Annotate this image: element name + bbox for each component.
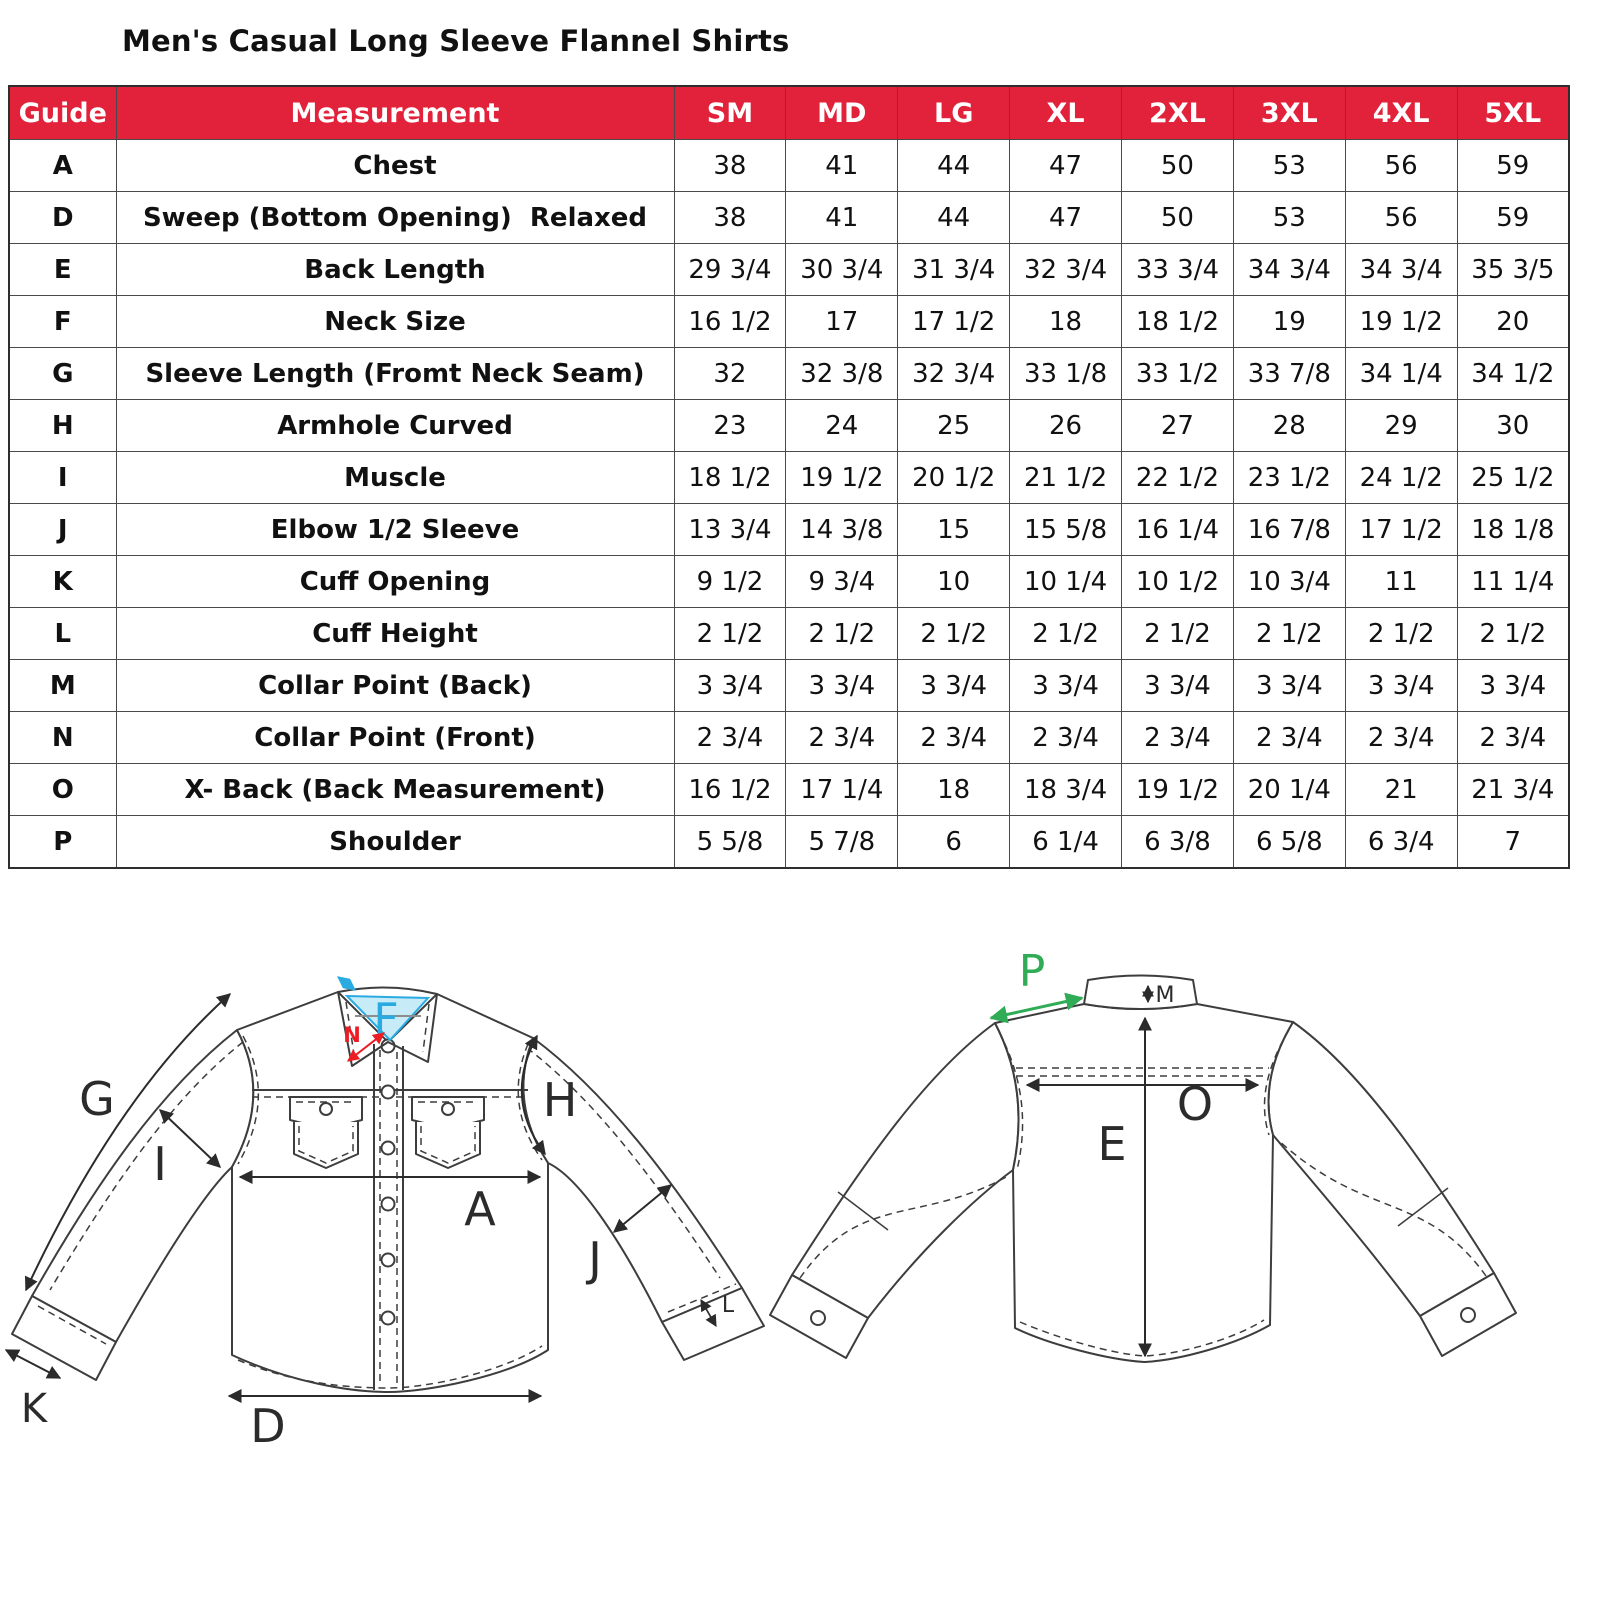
value-cell: 3 3/4: [1233, 660, 1345, 712]
value-cell: 29 3/4: [674, 244, 786, 296]
value-cell: 2 1/2: [786, 608, 898, 660]
value-cell: 34 3/4: [1233, 244, 1345, 296]
column-header-sm: SM: [674, 86, 786, 140]
front-left-pocket: [290, 1097, 362, 1168]
value-cell: 38: [674, 192, 786, 244]
value-cell: 50: [1122, 140, 1234, 192]
value-cell: 26: [1010, 400, 1122, 452]
value-cell: 10 1/4: [1010, 556, 1122, 608]
label-E: E: [1097, 1117, 1127, 1171]
value-cell: 5 5/8: [674, 816, 786, 869]
value-cell: 9 3/4: [786, 556, 898, 608]
measurement-cell: X- Back (Back Measurement): [116, 764, 674, 816]
column-header-2xl: 2XL: [1122, 86, 1234, 140]
value-cell: 33 7/8: [1233, 348, 1345, 400]
value-cell: 3 3/4: [786, 660, 898, 712]
measurement-cell: Armhole Curved: [116, 400, 674, 452]
table-row-o: [9, 764, 1569, 816]
value-cell: 34 1/4: [1345, 348, 1457, 400]
measurement-cell: Muscle: [116, 452, 674, 504]
value-cell: 2 3/4: [674, 712, 786, 764]
value-cell: 10 1/2: [1122, 556, 1234, 608]
value-cell: 14 3/8: [786, 504, 898, 556]
value-cell: 17: [786, 296, 898, 348]
guide-cell: M: [9, 660, 116, 712]
value-cell: 32 3/8: [786, 348, 898, 400]
guide-cell: J: [9, 504, 116, 556]
column-header-3xl: 3XL: [1233, 86, 1345, 140]
value-cell: 6 1/4: [1010, 816, 1122, 869]
value-cell: 32 3/4: [898, 348, 1010, 400]
value-cell: 44: [898, 140, 1010, 192]
guide-cell: I: [9, 452, 116, 504]
value-cell: 19 1/2: [1122, 764, 1234, 816]
value-cell: 33 1/2: [1122, 348, 1234, 400]
measurement-cell: Chest: [116, 140, 674, 192]
back-shirt-diagram: [770, 946, 1516, 1362]
guide-cell: K: [9, 556, 116, 608]
page-title: Men's Casual Long Sleeve Flannel Shirts: [122, 24, 790, 58]
value-cell: 16 7/8: [1233, 504, 1345, 556]
guide-cell: O: [9, 764, 116, 816]
table-row-a: [9, 140, 1569, 192]
front-right-pocket: [412, 1097, 484, 1168]
value-cell: 17 1/4: [786, 764, 898, 816]
value-cell: 21 3/4: [1457, 764, 1569, 816]
value-cell: 18 3/4: [1010, 764, 1122, 816]
table-row-m: [9, 660, 1569, 712]
value-cell: 41: [786, 140, 898, 192]
value-cell: 6 3/4: [1345, 816, 1457, 869]
label-O: O: [1176, 1077, 1214, 1131]
table-row-k: [9, 556, 1569, 608]
front-left-sleeve: [32, 1030, 253, 1342]
value-cell: 24: [786, 400, 898, 452]
value-cell: 18: [1010, 296, 1122, 348]
value-cell: 33 1/8: [1010, 348, 1122, 400]
value-cell: 17 1/2: [1345, 504, 1457, 556]
measurement-cell: Collar Point (Front): [116, 712, 674, 764]
value-cell: 50: [1122, 192, 1234, 244]
table-row-i: [9, 452, 1569, 504]
back-collar-band: [1084, 976, 1197, 1010]
value-cell: 11: [1345, 556, 1457, 608]
front-shirt-diagram: [6, 977, 764, 1453]
column-header-lg: LG: [898, 86, 1010, 140]
value-cell: 6: [898, 816, 1010, 869]
size-chart-table: [8, 85, 1570, 869]
column-header-md: MD: [786, 86, 898, 140]
label-L: L: [721, 1293, 735, 1318]
value-cell: 11 1/4: [1457, 556, 1569, 608]
value-cell: 25 1/2: [1457, 452, 1569, 504]
value-cell: 34 3/4: [1345, 244, 1457, 296]
label-K: K: [20, 1386, 48, 1432]
measurement-cell: Neck Size: [116, 296, 674, 348]
column-header-5xl: 5XL: [1457, 86, 1569, 140]
back-left-sleeve: [792, 1023, 1019, 1318]
measurement-cell: Cuff Height: [116, 608, 674, 660]
value-cell: 2 1/2: [1457, 608, 1569, 660]
guide-cell: F: [9, 296, 116, 348]
value-cell: 2 3/4: [1233, 712, 1345, 764]
value-cell: 15: [898, 504, 1010, 556]
table-row-g: [9, 348, 1569, 400]
value-cell: 3 3/4: [1345, 660, 1457, 712]
value-cell: 47: [1010, 140, 1122, 192]
label-H: H: [542, 1073, 578, 1127]
value-cell: 3 3/4: [674, 660, 786, 712]
size-chart-header: [9, 86, 1569, 140]
measurement-cell: Sweep (Bottom Opening) Relaxed: [116, 192, 674, 244]
value-cell: 16 1/2: [674, 764, 786, 816]
table-row-p: [9, 816, 1569, 869]
table-row-j: [9, 504, 1569, 556]
value-cell: 23: [674, 400, 786, 452]
label-F: F: [373, 994, 399, 1045]
value-cell: 33 3/4: [1122, 244, 1234, 296]
value-cell: 35 3/5: [1457, 244, 1569, 296]
value-cell: 2 1/2: [674, 608, 786, 660]
column-header-xl: XL: [1010, 86, 1122, 140]
value-cell: 59: [1457, 192, 1569, 244]
measurement-cell: Cuff Opening: [116, 556, 674, 608]
value-cell: 56: [1345, 192, 1457, 244]
measurement-cell: Elbow 1/2 Sleeve: [116, 504, 674, 556]
value-cell: 44: [898, 192, 1010, 244]
measurement-cell: Shoulder: [116, 816, 674, 869]
value-cell: 2 1/2: [1233, 608, 1345, 660]
value-cell: 59: [1457, 140, 1569, 192]
value-cell: 32 3/4: [1010, 244, 1122, 296]
value-cell: 18: [898, 764, 1010, 816]
column-header-guide: Guide: [9, 86, 116, 140]
value-cell: 21 1/2: [1010, 452, 1122, 504]
label-J: J: [588, 1232, 602, 1286]
guide-cell: H: [9, 400, 116, 452]
value-cell: 13 3/4: [674, 504, 786, 556]
value-cell: 18 1/2: [1122, 296, 1234, 348]
value-cell: 53: [1233, 140, 1345, 192]
value-cell: 24 1/2: [1345, 452, 1457, 504]
value-cell: 7: [1457, 816, 1569, 869]
value-cell: 47: [1010, 192, 1122, 244]
value-cell: 20 1/4: [1233, 764, 1345, 816]
value-cell: 2 3/4: [1010, 712, 1122, 764]
guide-cell: D: [9, 192, 116, 244]
value-cell: 6 5/8: [1233, 816, 1345, 869]
value-cell: 34 1/2: [1457, 348, 1569, 400]
label-A: A: [464, 1182, 496, 1236]
table-row-h: [9, 400, 1569, 452]
value-cell: 2 3/4: [786, 712, 898, 764]
table-row-e: [9, 244, 1569, 296]
value-cell: 10: [898, 556, 1010, 608]
guide-cell: E: [9, 244, 116, 296]
value-cell: 23 1/2: [1233, 452, 1345, 504]
table-row-d: [9, 192, 1569, 244]
value-cell: 5 7/8: [786, 816, 898, 869]
guide-cell: A: [9, 140, 116, 192]
value-cell: 25: [898, 400, 1010, 452]
value-cell: 30 3/4: [786, 244, 898, 296]
value-cell: 29: [1345, 400, 1457, 452]
measurement-cell: Collar Point (Back): [116, 660, 674, 712]
table-row-l: [9, 608, 1569, 660]
value-cell: 2 1/2: [1122, 608, 1234, 660]
value-cell: 30: [1457, 400, 1569, 452]
value-cell: 2 1/2: [898, 608, 1010, 660]
shirt-measurement-diagram: [0, 930, 1600, 1600]
label-G: G: [79, 1072, 115, 1126]
label-N: N: [343, 1023, 361, 1047]
measurement-cell: Sleeve Length (Fromt Neck Seam): [116, 348, 674, 400]
value-cell: 2 3/4: [1345, 712, 1457, 764]
table-row-n: [9, 712, 1569, 764]
value-cell: 15 5/8: [1010, 504, 1122, 556]
value-cell: 2 3/4: [1122, 712, 1234, 764]
value-cell: 21: [1345, 764, 1457, 816]
value-cell: 10 3/4: [1233, 556, 1345, 608]
value-cell: 3 3/4: [1122, 660, 1234, 712]
value-cell: 20 1/2: [898, 452, 1010, 504]
value-cell: 18 1/8: [1457, 504, 1569, 556]
value-cell: 2 1/2: [1345, 608, 1457, 660]
value-cell: 19 1/2: [1345, 296, 1457, 348]
label-P: P: [1018, 946, 1046, 997]
value-cell: 17 1/2: [898, 296, 1010, 348]
header-row: [9, 86, 1569, 140]
collar-edge-arrow: [338, 977, 355, 990]
guide-cell: L: [9, 608, 116, 660]
value-cell: 38: [674, 140, 786, 192]
value-cell: 2 3/4: [898, 712, 1010, 764]
value-cell: 20: [1457, 296, 1569, 348]
value-cell: 32: [674, 348, 786, 400]
value-cell: 6 3/8: [1122, 816, 1234, 869]
value-cell: 31 3/4: [898, 244, 1010, 296]
value-cell: 27: [1122, 400, 1234, 452]
guide-cell: P: [9, 816, 116, 869]
value-cell: 53: [1233, 192, 1345, 244]
table-row-f: [9, 296, 1569, 348]
value-cell: 56: [1345, 140, 1457, 192]
value-cell: 3 3/4: [898, 660, 1010, 712]
value-cell: 9 1/2: [674, 556, 786, 608]
value-cell: 2 3/4: [1457, 712, 1569, 764]
back-right-sleeve: [1269, 1022, 1495, 1316]
guide-cell: N: [9, 712, 116, 764]
value-cell: 3 3/4: [1457, 660, 1569, 712]
label-D: D: [250, 1399, 286, 1453]
value-cell: 16 1/2: [674, 296, 786, 348]
guide-cell: G: [9, 348, 116, 400]
size-chart-body: [9, 140, 1569, 869]
value-cell: 19: [1233, 296, 1345, 348]
value-cell: 2 1/2: [1010, 608, 1122, 660]
measurement-cell: Back Length: [116, 244, 674, 296]
value-cell: 28: [1233, 400, 1345, 452]
value-cell: 22 1/2: [1122, 452, 1234, 504]
value-cell: 3 3/4: [1010, 660, 1122, 712]
label-I: I: [153, 1137, 167, 1191]
column-header-measurement: Measurement: [116, 86, 674, 140]
value-cell: 41: [786, 192, 898, 244]
value-cell: 19 1/2: [786, 452, 898, 504]
column-header-4xl: 4XL: [1345, 86, 1457, 140]
label-M: M: [1155, 983, 1175, 1008]
value-cell: 16 1/4: [1122, 504, 1234, 556]
value-cell: 18 1/2: [674, 452, 786, 504]
